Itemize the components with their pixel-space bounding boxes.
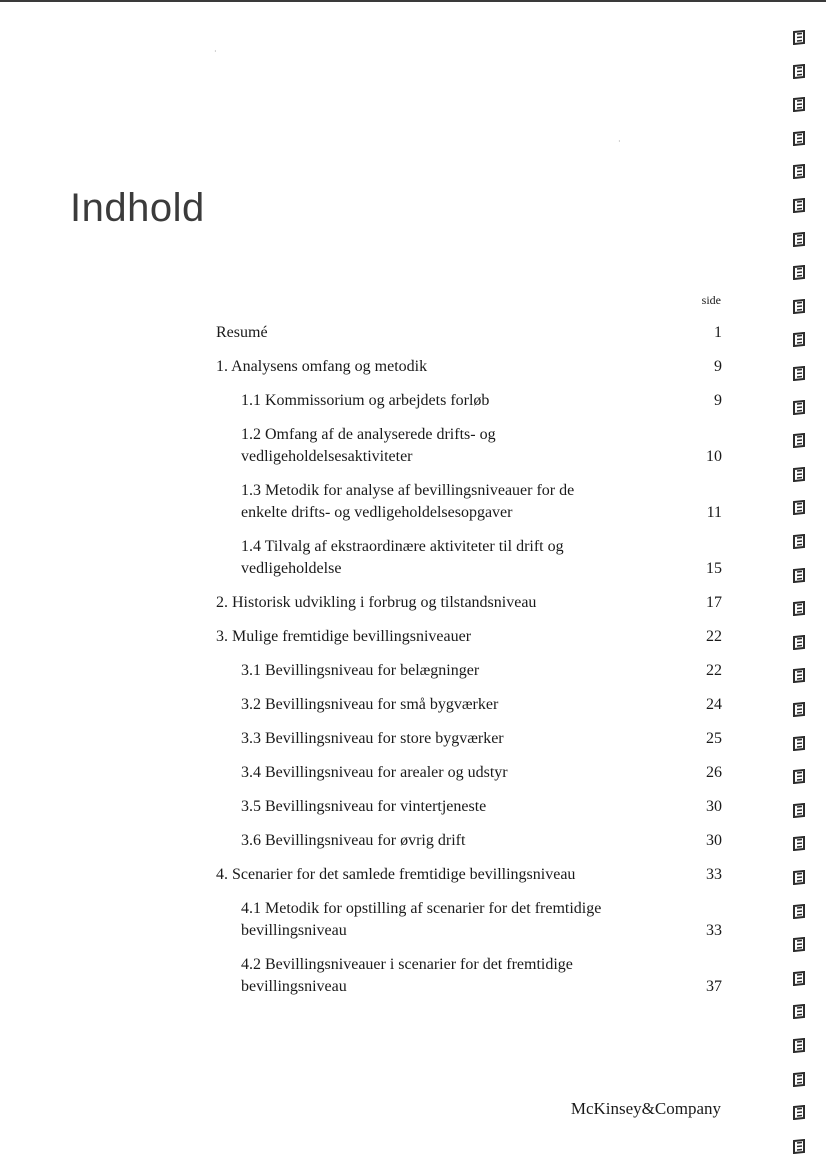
binder-ring-icon xyxy=(792,870,806,885)
toc-entry-text: 2. Historisk udvikling i forbrug og tilstandsniveau xyxy=(216,594,537,611)
toc-entry-text: 4. Scenarier for det samlede fremtidige bevillingsniveau xyxy=(216,866,576,883)
binder-rings xyxy=(792,30,812,1160)
toc-entry-text: 1.2 Omfang af de analyserede drifts- og vedligeholdelsesaktiviteter xyxy=(241,426,496,465)
toc-entry[interactable] xyxy=(216,796,724,818)
toc-entry[interactable] xyxy=(216,322,724,344)
toc-entry[interactable] xyxy=(216,536,724,580)
toc-entry-text: 4.2 Bevillingsniveauer i scenarier for det fremtidige bevillingsniveau xyxy=(241,956,573,995)
toc-entry[interactable] xyxy=(216,660,724,682)
binder-ring-icon xyxy=(792,769,806,784)
toc-entry[interactable] xyxy=(216,592,724,614)
binder-ring-icon xyxy=(792,904,806,919)
binder-ring-icon xyxy=(792,971,806,986)
toc-entry-text: 3.2 Bevillingsniveau for små bygværker xyxy=(241,696,499,713)
binder-ring-icon xyxy=(792,836,806,851)
toc-entry-text: 1.4 Tilvalg af ekstraordinære aktiviteter til drift og vedligeholdelse xyxy=(241,538,564,577)
binder-ring-icon xyxy=(792,568,806,583)
binder-ring-icon xyxy=(792,1004,806,1019)
toc-entry[interactable] xyxy=(216,762,724,784)
toc-entry-text: 1.3 Metodik for analyse af bevillingsniveauer for de enkelte drifts- og vedligeholdelsesopgaver xyxy=(241,482,575,521)
toc-entry-text: 3.6 Bevillingsniveau for øvrig drift xyxy=(241,832,466,849)
toc-entry[interactable] xyxy=(216,898,724,942)
toc-entry-page: 33 xyxy=(706,922,722,939)
toc-entry-page: 17 xyxy=(706,594,722,611)
toc-entry-page: 24 xyxy=(706,696,722,713)
toc-entry-page: 25 xyxy=(706,730,722,747)
toc-entry-text: 3.5 Bevillingsniveau for vintertjeneste xyxy=(241,798,487,815)
binder-ring-icon xyxy=(792,299,806,314)
binder-ring-icon xyxy=(792,534,806,549)
toc-entry[interactable] xyxy=(216,830,724,852)
binder-ring-icon xyxy=(792,635,806,650)
toc-entry[interactable] xyxy=(216,356,724,378)
binder-ring-icon xyxy=(792,366,806,381)
toc-entry[interactable] xyxy=(216,626,724,648)
toc-entry-text: 3. Mulige fremtidige bevillingsniveauer xyxy=(216,628,472,645)
page-column-label: side xyxy=(701,293,721,307)
toc-entry-page: 15 xyxy=(706,560,722,577)
toc-entry-text: 3.3 Bevillingsniveau for store bygværker xyxy=(241,730,504,747)
binder-ring-icon xyxy=(792,500,806,515)
toc-entry-text: 3.4 Bevillingsniveau for arealer og udstyr xyxy=(241,764,508,781)
binder-ring-icon xyxy=(792,131,806,146)
toc-entry-page: 26 xyxy=(706,764,722,781)
toc-entry[interactable] xyxy=(216,728,724,750)
binder-ring-icon xyxy=(792,668,806,683)
binder-ring-icon xyxy=(792,1139,806,1154)
scan-speck: · xyxy=(214,47,217,56)
binder-ring-icon xyxy=(792,1072,806,1087)
toc-entry-page: 37 xyxy=(706,978,722,995)
scan-speck: · xyxy=(618,137,621,146)
toc-entry-page: 30 xyxy=(706,798,722,815)
toc-entry-page: 22 xyxy=(706,662,722,679)
binder-ring-icon xyxy=(792,164,806,179)
toc-entry-text: 1. Analysens omfang og metodik xyxy=(216,358,428,375)
toc-entry[interactable] xyxy=(216,694,724,716)
toc-entry-page: 22 xyxy=(706,628,722,645)
binder-ring-icon xyxy=(792,803,806,818)
toc-entry-page: 1 xyxy=(714,324,722,341)
top-edge-rule xyxy=(0,0,826,2)
toc-entry-page: 10 xyxy=(706,448,722,465)
binder-ring-icon xyxy=(792,332,806,347)
binder-ring-icon xyxy=(792,400,806,415)
toc-entry-page: 9 xyxy=(714,358,722,375)
binder-ring-icon xyxy=(792,736,806,751)
toc-entry-page: 11 xyxy=(706,504,722,521)
binder-ring-icon xyxy=(792,265,806,280)
page-title: Indhold xyxy=(70,186,205,230)
binder-ring-icon xyxy=(792,937,806,952)
footer-brand-logo: McKinsey&Company xyxy=(570,1099,721,1118)
binder-ring-icon xyxy=(792,433,806,448)
binder-ring-icon xyxy=(792,198,806,213)
binder-ring-icon xyxy=(792,702,806,717)
binder-ring-icon xyxy=(792,64,806,79)
toc-entry-text: 3.1 Bevillingsniveau for belægninger xyxy=(241,662,480,679)
toc-entry-page: 9 xyxy=(714,392,722,409)
toc-entry-text: 4.1 Metodik for opstilling af scenarier for det fremtidige bevillingsniveau xyxy=(241,900,602,939)
toc-entry[interactable] xyxy=(216,480,724,524)
toc-entry[interactable] xyxy=(216,424,724,468)
toc-entry-page: 30 xyxy=(706,832,722,849)
binder-ring-icon xyxy=(792,467,806,482)
binder-ring-icon xyxy=(792,97,806,112)
binder-ring-icon xyxy=(792,601,806,616)
binder-ring-icon xyxy=(792,30,806,45)
toc-entry[interactable] xyxy=(216,390,724,412)
toc-entry[interactable] xyxy=(216,954,724,998)
binder-ring-icon xyxy=(792,1105,806,1120)
binder-ring-icon xyxy=(792,232,806,247)
toc-entry-text: Resumé xyxy=(216,324,268,341)
toc-entry-text: 1.1 Kommissorium og arbejdets forløb xyxy=(241,392,490,409)
toc-entry[interactable] xyxy=(216,864,724,886)
binder-ring-icon xyxy=(792,1038,806,1053)
toc-entry-page: 33 xyxy=(706,866,722,883)
table-of-contents xyxy=(216,292,724,998)
